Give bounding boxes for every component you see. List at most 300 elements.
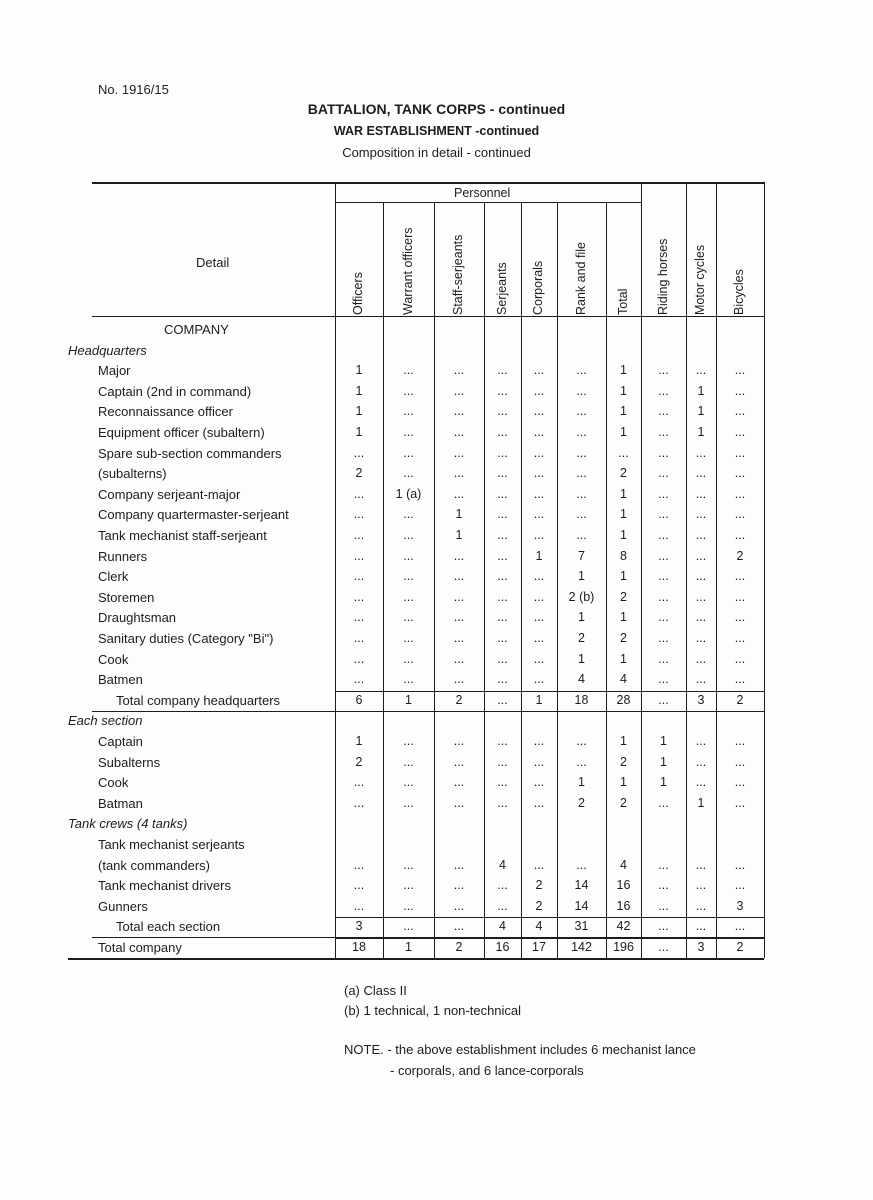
row-label-18: Total company headquarters [116,692,281,708]
cell: 1 [660,775,667,790]
cell: ... [533,425,545,439]
cell: ... [497,528,508,542]
cell: 1 [620,404,627,419]
cell: 1 [355,734,363,748]
cell: ... [403,507,414,522]
cell: ... [497,734,508,748]
cell: ... [533,507,545,522]
cell: 1 [697,383,705,398]
cell: 1 [355,383,363,398]
cell: ... [353,631,365,645]
cell: ... [576,528,587,542]
cell: ... [695,548,707,563]
footnote-b: (b) 1 technical, 1 non-technical [344,1003,522,1018]
cell: ... [658,425,669,439]
row-label-0: COMPANY [164,322,229,337]
cell: ... [695,754,707,769]
cell: ... [734,775,746,790]
column-header-0: Officers [351,272,365,315]
cell: ... [453,445,465,460]
cell: 6 [355,692,363,707]
cell: ... [618,445,629,460]
cell: 2 [620,466,627,481]
cell: ... [353,775,365,790]
row-label-3: Captain (2nd in command) [98,383,252,399]
row-label-8: Company serjeant-major [98,486,241,502]
cell: ... [734,795,746,810]
cell: ... [533,445,545,460]
cell: ... [403,857,414,872]
cell: ... [658,363,669,378]
column-header-8: Motor cycles [693,244,707,315]
cell: 2 [578,795,585,810]
cell: 142 [571,940,592,954]
cell: ... [497,589,508,604]
cell: ... [453,919,465,934]
cell: ... [576,857,587,872]
row-label-9: Company quartermaster-serjeant [98,507,289,523]
cell: ... [403,898,414,913]
footnote-a: (a) Class II [344,983,407,998]
cell: ... [658,548,669,563]
note-line-1: NOTE. - the above establishment includes 6 mechanist lance [344,1042,696,1057]
cell: 1 [578,775,585,790]
cell: 1 [620,528,627,542]
col-divider [434,202,435,958]
cell: ... [695,898,707,913]
cell: ... [497,548,508,563]
cell: ... [453,775,465,790]
cell: ... [658,383,669,398]
cell: ... [658,445,669,460]
cell: ... [576,383,587,398]
cell: 1 [405,692,412,707]
cell: ... [453,631,465,645]
detail-header: Detail [196,255,230,270]
cell: 1 [697,425,705,439]
cell: ... [497,445,508,460]
total-top-border [335,691,764,692]
column-header-7: Riding horses [655,238,670,315]
cell: ... [497,404,508,419]
cell: ... [403,878,414,893]
cell: 18 [574,692,589,707]
cell: ... [403,919,414,934]
cell: 1 [660,754,667,769]
cell: 16 [616,898,631,913]
cell: ... [695,631,707,645]
cell: 4 [499,919,506,934]
cell: 8 [620,548,627,563]
cell: 1 [620,486,627,501]
cell: ... [497,692,508,707]
cell: 1 [620,775,627,790]
cell: 1 [355,404,363,419]
row-label-25: Tank mechanist serjeants [98,837,245,852]
cell: ... [734,569,746,584]
row-label-30: Total company [98,940,182,955]
cell: ... [576,404,587,419]
column-header-6: Total [615,288,630,315]
table-bottom-border [68,958,764,960]
row-label-24: Tank crews (4 tanks) [68,816,188,832]
cell: 1 [697,795,705,810]
column-header-3: Serjeants [494,262,509,315]
cell: ... [576,507,587,522]
cell: ... [497,672,508,687]
cell: ... [353,528,365,542]
cell: ... [403,425,414,439]
cell: 1 [620,651,627,666]
cell: 1 (a) [395,486,422,501]
cell: 17 [532,940,546,954]
cell: ... [533,589,545,604]
row-label-21: Subalterns [98,754,161,770]
cell: ... [658,692,669,707]
cell: ... [403,775,414,790]
cell: ... [497,466,508,481]
cell: ... [734,445,746,460]
cell: 2 [620,795,627,810]
cell: 1 [660,734,667,748]
cell: ... [658,466,669,481]
cell: ... [353,795,365,810]
cell: ... [353,610,365,625]
cell: 1 [620,734,627,748]
cell: ... [453,486,465,501]
cell: ... [695,775,707,790]
cell: 1 [620,363,627,378]
cell: ... [695,486,707,501]
cell: ... [403,528,414,542]
cell: ... [576,754,587,769]
cell: ... [353,589,365,604]
cell: ... [658,898,669,913]
cell: 2 [736,548,744,563]
cell: ... [497,898,508,913]
header-bottom-border [92,316,764,317]
cell: ... [453,795,465,810]
row-label-13: Storemen [98,589,155,605]
cell: 3 [736,898,744,913]
cell: ... [453,569,465,584]
cell: ... [734,466,746,481]
cell: ... [695,734,707,748]
cell: 1 [405,940,412,954]
cell: ... [403,610,414,625]
row-label-7: (subalterns) [98,466,167,482]
cell: ... [453,363,465,378]
doc-number: No. 1916/15 [98,82,169,97]
cell: ... [576,486,587,501]
cell: ... [403,754,414,769]
cell: ... [734,383,746,398]
row-label-27: Tank mechanist drivers [98,878,231,894]
cell: 16 [616,878,631,893]
cell: ... [658,919,669,934]
cell: ... [695,651,707,666]
cell: 31 [574,919,589,934]
col-divider [383,202,384,958]
cell: ... [497,486,508,501]
cell: ... [533,528,545,542]
cell: ... [734,857,746,872]
row-label-22: Cook [98,775,129,791]
cell: ... [403,651,414,666]
cell: 1 [455,528,463,542]
cell: 2 [355,754,363,769]
cell: 28 [616,692,631,707]
cell: ... [353,651,365,666]
cell: ... [734,589,746,604]
cell: ... [353,672,365,687]
cell: ... [403,631,414,645]
cell: ... [576,363,587,378]
cell: ... [353,878,365,893]
cell: 4 [535,919,543,934]
row-label-5: Equipment officer (subaltern) [98,425,265,440]
cell: ... [403,445,414,460]
cell: ... [658,631,669,645]
cell: 2 (b) [568,589,595,604]
cell: 2 [620,589,627,604]
cell: 4 [620,857,627,872]
cell: ... [658,878,669,893]
cell: 16 [495,940,510,954]
cell: ... [695,466,707,481]
page-subtitle: WAR ESTABLISHMENT -continued [333,124,540,138]
row-label-29: Total each section [116,919,221,935]
cell: ... [403,795,414,810]
cell: 2 [578,631,585,645]
row-label-4: Reconnaissance officer [98,404,233,420]
cell: ... [734,363,746,378]
cell: 14 [574,898,589,913]
cell: ... [734,631,746,645]
cell: 2 [736,940,744,954]
cell: ... [533,610,545,625]
cell: ... [533,631,545,645]
cell: ... [533,404,545,419]
cell: ... [576,734,587,748]
page-subtitle-2: Composition in detail - continued [342,145,531,160]
cell: ... [658,857,669,872]
cell: ... [497,651,508,666]
cell: ... [533,672,545,687]
row-label-16: Cook [98,651,129,667]
cell: 7 [578,548,585,563]
cell: ... [734,734,746,748]
row-label-23: Batman [98,795,143,811]
cell: ... [353,569,365,584]
row-label-1: Headquarters [68,342,147,358]
cell: ... [734,507,746,522]
row-label-10: Tank mechanist staff-serjeant [98,528,267,543]
cell: 3 [697,940,705,954]
cell: ... [695,528,707,542]
cell: ... [453,878,465,893]
cell: ... [734,528,746,542]
cell: ... [353,486,365,501]
cell: 1 [578,610,585,625]
cell: 1 [355,363,363,378]
cell: ... [658,940,669,954]
cell: 196 [613,940,634,954]
cell: ... [734,404,746,419]
cell: ... [453,404,465,419]
cell: ... [734,610,746,625]
row-label-19: Each section [68,713,143,729]
cell: ... [658,486,669,501]
cell: ... [353,548,365,563]
cell: ... [533,569,545,584]
cell: ... [497,631,508,645]
cell: ... [533,734,545,748]
cell: ... [734,919,746,934]
cell: ... [533,775,545,790]
cell: ... [353,857,365,872]
personnel-header: Personnel [454,186,511,200]
cell: ... [734,754,746,769]
cell: ... [403,466,414,481]
cell: ... [734,486,746,501]
cell: 1 [578,569,585,584]
cell: 1 [578,651,585,666]
column-header-2: Staff-serjeants [451,234,465,315]
cell: 3 [697,692,705,707]
cell: ... [658,589,669,604]
note-line-2: - corporals, and 6 lance-corporals [390,1063,584,1078]
cell: ... [403,734,414,748]
cell: ... [533,754,545,769]
cell: ... [533,383,545,398]
cell: ... [734,878,746,893]
cell: ... [533,363,545,378]
cell: ... [576,445,587,460]
cell: ... [403,404,414,419]
cell: ... [695,363,707,378]
cell: ... [403,383,414,398]
cell: ... [403,363,414,378]
cell: 1 [620,610,627,625]
cell: ... [403,672,414,687]
cell: ... [695,610,707,625]
page-title: BATTALION, TANK CORPS - continued [307,101,566,117]
cell: ... [453,672,465,687]
cell: 4 [578,672,585,687]
establishment-table [68,182,764,962]
row-label-26: (tank commanders) [98,857,210,873]
cell: ... [497,507,508,522]
row-label-28: Gunners [98,898,148,914]
cell: ... [453,898,465,913]
cell: ... [658,404,669,419]
cell: 3 [355,919,363,934]
cell: 2 [355,466,363,481]
cell: ... [453,383,465,398]
cell: ... [695,672,707,687]
cell: 18 [352,940,366,954]
row-label-20: Captain [98,734,143,749]
cell: ... [658,672,669,687]
total-bottom-border [92,711,764,712]
cell: ... [658,610,669,625]
cell: ... [497,383,508,398]
cell: 1 [455,507,463,522]
cell: ... [658,507,669,522]
cell: 1 [620,569,627,584]
table-top-border [92,182,764,184]
cell: ... [658,651,669,666]
cell: ... [453,589,465,604]
cell: ... [403,548,414,563]
cell: ... [734,672,746,687]
cell: ... [576,425,587,439]
cell: ... [353,507,365,522]
cell: 2 [620,754,627,769]
cell: 2 [620,631,627,645]
column-header-1: Warrant officers [400,227,415,315]
cell: ... [658,569,669,584]
cell: 1 [620,507,627,522]
column-header-5: Rank and file [573,242,588,315]
column-header-4: Corporals [531,260,545,315]
cell: ... [453,466,465,481]
row-label-12: Clerk [98,569,129,585]
grand-top-border [335,938,764,939]
cell: ... [695,857,707,872]
cell: ... [695,507,707,522]
cell: ... [453,610,465,625]
cell: ... [403,569,414,584]
cell: ... [453,754,465,769]
cell: ... [533,651,545,666]
cell: ... [497,775,508,790]
cell: ... [658,795,669,810]
cell: ... [453,734,465,748]
cell: ... [533,466,545,481]
cell: 1 [620,383,627,398]
row-label-17: Batmen [98,672,143,688]
row-label-14: Draughtsman [98,610,177,626]
cell: 2 [455,692,463,707]
cell: ... [533,486,545,501]
row-label-11: Runners [98,548,148,564]
col-divider [764,182,765,958]
cell: 42 [616,919,631,934]
cell: ... [734,425,746,439]
row-label-15: Sanitary duties (Category "Bi") [98,631,274,646]
col-divider [335,182,336,958]
total-top-border [335,917,764,918]
cell: ... [497,754,508,769]
cell: 1 [535,692,543,707]
cell: ... [695,445,707,460]
cell: ... [695,878,707,893]
cell: ... [533,857,545,872]
cell: 1 [697,404,705,419]
column-header-9: Bicycles [732,269,746,315]
cell: ... [734,651,746,666]
cell: ... [658,528,669,542]
cell: ... [403,589,414,604]
cell: ... [497,363,508,378]
cell: 2 [535,878,543,893]
cell: ... [695,569,707,584]
cell: 1 [535,548,543,563]
cell: ... [453,857,465,872]
cell: ... [497,569,508,584]
